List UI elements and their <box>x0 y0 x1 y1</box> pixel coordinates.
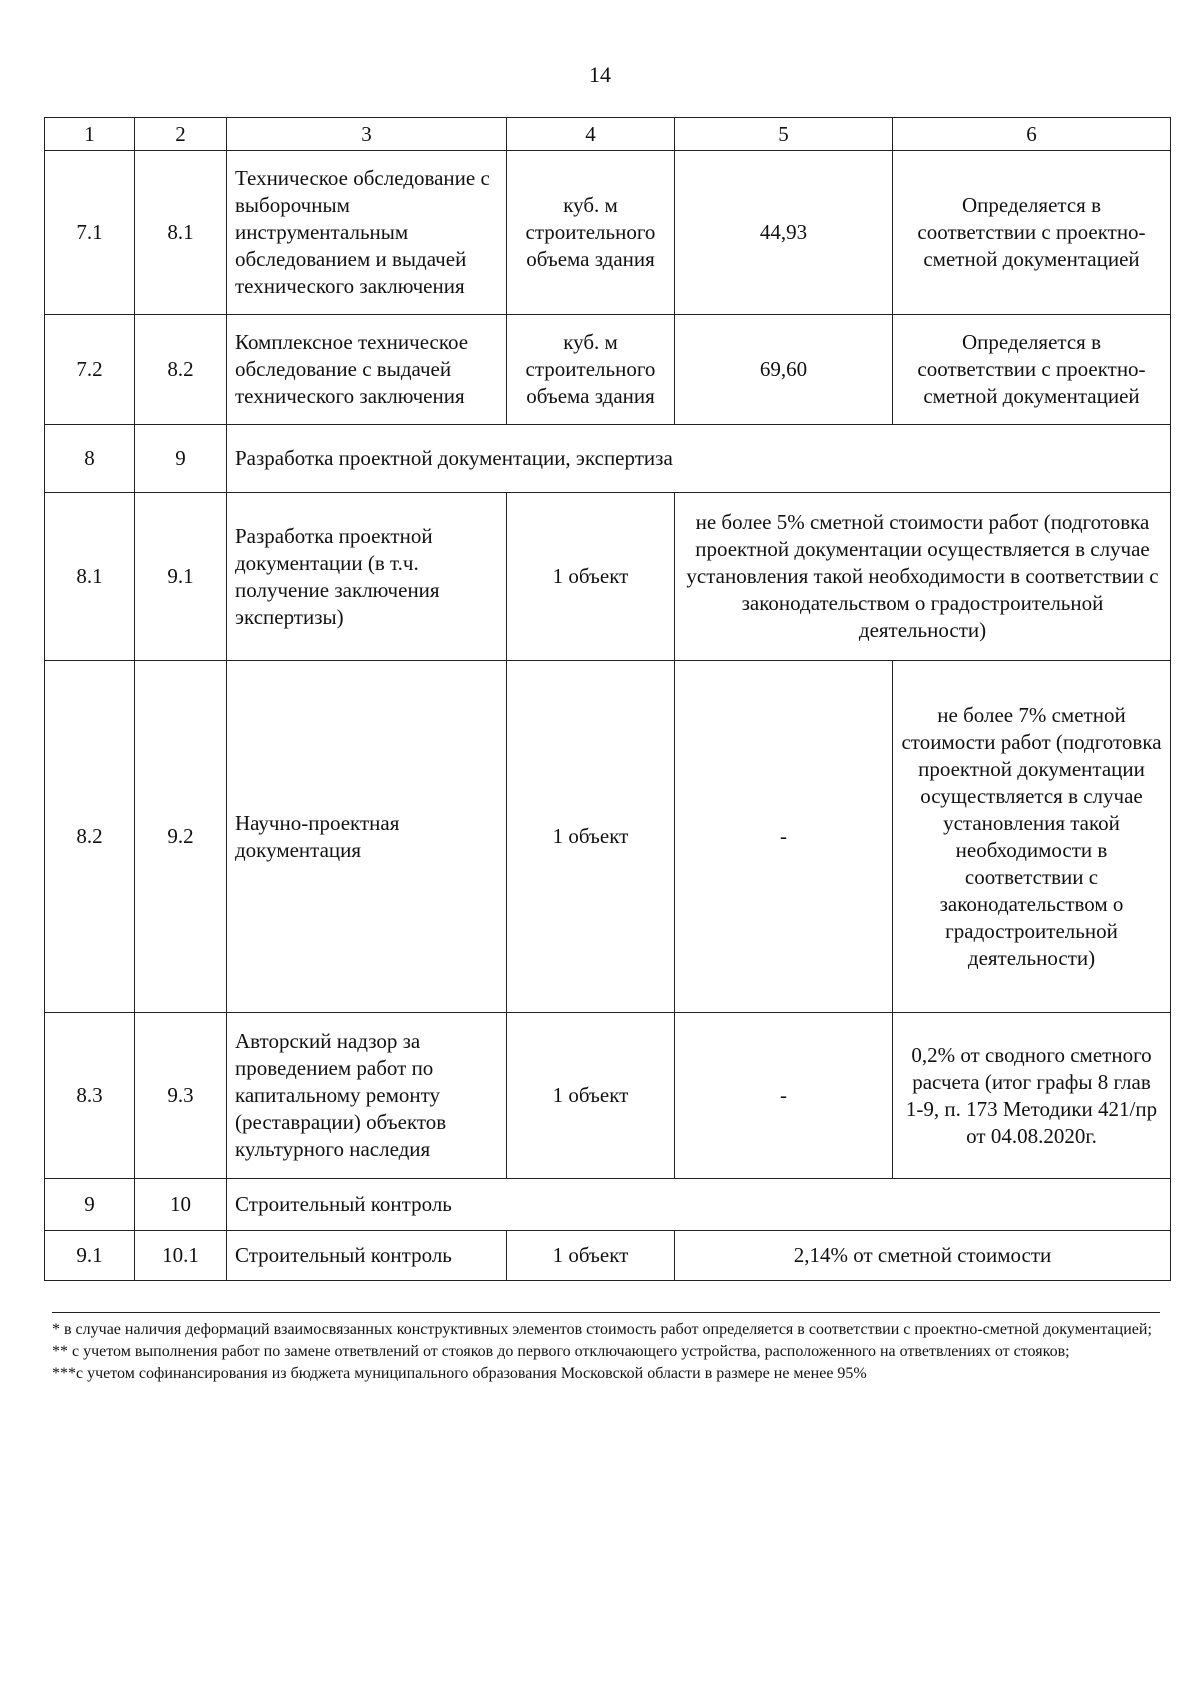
footnote: ***с учетом софинансирования из бюджета муниципального образования Московской области в размере не менее 95% <box>52 1365 867 1382</box>
unit-cell: 1 объект <box>507 493 675 661</box>
cost-table <box>44 117 1171 1281</box>
footnote: * в случае наличия деформаций взаимосвязанных конструктивных элементов стоимость работ определяется в соответствии с проектно-сметной документацией; <box>52 1321 1152 1338</box>
row-number-cell: 8.3 <box>45 1013 135 1179</box>
table-header-row <box>45 118 1171 151</box>
table-row <box>45 661 1171 1013</box>
unit-cell: 1 объект <box>507 661 675 1013</box>
work-name-cell: Строительный контроль <box>227 1231 507 1281</box>
row-number-cell: 7.2 <box>45 315 135 425</box>
note-cell: 0,2% от сводного сметного расчета (итог графы 8 глав 1-9, п. 173 Методики 421/пр от 04.08.2020г. <box>893 1013 1171 1179</box>
header-cell: 4 <box>507 118 675 151</box>
price-cell: 69,60 <box>675 315 893 425</box>
row-number-cell: 8.1 <box>45 493 135 661</box>
item-number-cell: 9 <box>135 425 227 493</box>
row-number-cell: 9.1 <box>45 1231 135 1281</box>
section-title-cell: Разработка проектной документации, экспертиза <box>227 425 1171 493</box>
work-name-cell: Техническое обследование с выборочным инструментальным обследованием и выдачей технического заключения <box>227 151 507 315</box>
work-name-cell: Авторский надзор за проведением работ по капитальному ремонту (реставрации) объектов культурного наследия <box>227 1013 507 1179</box>
note-cell: не более 7% сметной стоимости работ (подготовка проектной документации осуществляется в случае установления такой необходимости в соответствии с законодательством о градостроительной деятельности) <box>893 661 1171 1013</box>
header-cell: 5 <box>675 118 893 151</box>
header-cell: 1 <box>45 118 135 151</box>
item-number-cell: 9.2 <box>135 661 227 1013</box>
work-name-cell: Разработка проектной документации (в т.ч. получение заключения экспертизы) <box>227 493 507 661</box>
item-number-cell: 10 <box>135 1179 227 1231</box>
row-number-cell: 9 <box>45 1179 135 1231</box>
table-row <box>45 1013 1171 1179</box>
section-row <box>45 1179 1171 1231</box>
unit-cell: 1 объект <box>507 1231 675 1281</box>
item-number-cell: 9.3 <box>135 1013 227 1179</box>
table-row <box>45 1231 1171 1281</box>
note-cell: Определяется в соответствии с проектно-сметной документацией <box>893 151 1171 315</box>
header-cell: 3 <box>227 118 507 151</box>
row-number-cell: 8 <box>45 425 135 493</box>
header-cell: 6 <box>893 118 1171 151</box>
table-row <box>45 315 1171 425</box>
price-cell: 44,93 <box>675 151 893 315</box>
item-number-cell: 8.1 <box>135 151 227 315</box>
item-number-cell: 8.2 <box>135 315 227 425</box>
price-cell: - <box>675 661 893 1013</box>
work-name-cell: Комплексное техническое обследование с выдачей технического заключения <box>227 315 507 425</box>
note-cell: Определяется в соответствии с проектно-сметной документацией <box>893 315 1171 425</box>
price-cell: - <box>675 1013 893 1179</box>
unit-cell: 1 объект <box>507 1013 675 1179</box>
price-note-cell: 2,14% от сметной стоимости <box>675 1231 1171 1281</box>
item-number-cell: 9.1 <box>135 493 227 661</box>
row-number-cell: 8.2 <box>45 661 135 1013</box>
footnote: ** с учетом выполнения работ по замене ответвлений от стояков до первого отключающего устройства, расположенного на ответвлениях от стояков; <box>52 1343 1070 1360</box>
unit-cell: куб. м строительного объема здания <box>507 151 675 315</box>
table-row <box>45 151 1171 315</box>
price-note-cell: не более 5% сметной стоимости работ (подготовка проектной документации осуществляется в случае установления такой необходимости в соответствии с законодательством о градостроительной деятельности) <box>675 493 1171 661</box>
page-number: 14 <box>589 62 611 87</box>
table-row <box>45 493 1171 661</box>
section-row <box>45 425 1171 493</box>
section-title-cell: Строительный контроль <box>227 1179 1171 1231</box>
unit-cell: куб. м строительного объема здания <box>507 315 675 425</box>
footnotes <box>52 1312 1160 1385</box>
row-number-cell: 7.1 <box>45 151 135 315</box>
header-cell: 2 <box>135 118 227 151</box>
work-name-cell: Научно-проектная документация <box>227 661 507 1013</box>
item-number-cell: 10.1 <box>135 1231 227 1281</box>
